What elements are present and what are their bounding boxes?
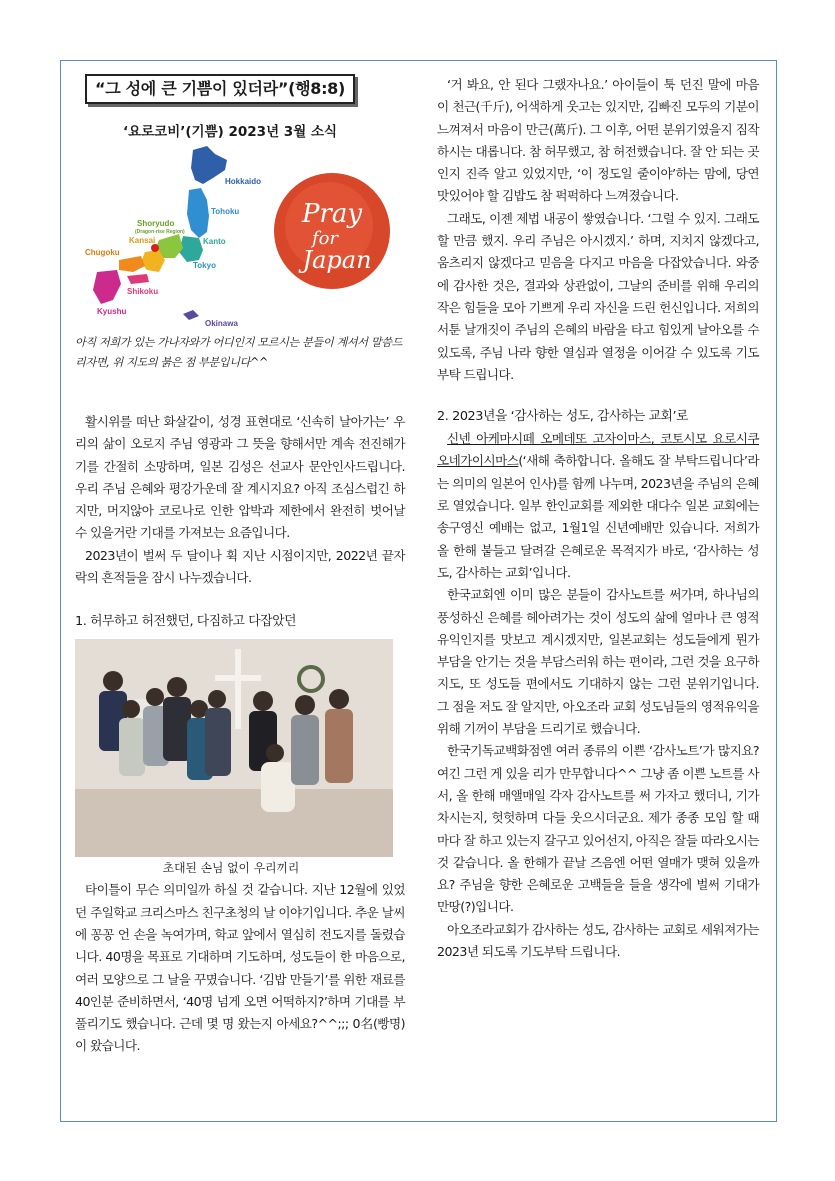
- svg-text:Japan: Japan: [302, 246, 372, 274]
- map-label-shoryudo: Shoryudo: [137, 219, 175, 228]
- map-label-kansai: Kansai: [129, 236, 156, 245]
- section-2-intro: [437, 428, 759, 584]
- intro-text: [75, 411, 405, 589]
- newsletter-title: “그 성에 큰 기쁨이 있더라”(행8:8): [85, 74, 355, 104]
- japan-map: [75, 144, 275, 329]
- left-column: [75, 74, 405, 1058]
- paragraph: 아오조라교회가 감사하는 성도, 감사하는 교회로 세워져가는 2023년 되도록 기도부탁 드립니다.: [437, 921, 759, 959]
- paragraph: 타이틀이 무슨 의미일까 하실 것 같습니다. 지난 12월에 있었던 주일학교 크리스마스 친구초청의 날 이야기입니다. 추운 날씨에 꽁꽁 언 손을 녹여가며, 학교 앞에서 열심히 전도지를 돌렸습니다. 40명을 목표로 기대하며 기도하며, 성도들이 한 마음으로, 여러 모양으로 그 날을 꾸몄습니다. ‘김밥 만들기’를 위한 재료를 40인분 준비하면서, ‘40명 넘게 오면 어떡하지?’하며 기대를 부풀리기도 했습니다. 근데 몇 명 왔는지 아세요?^^;;; 0名(빵명)이 왔습니다.: [75, 882, 405, 1054]
- group-photo: [75, 639, 393, 857]
- map-label-kanto: Kanto: [203, 237, 226, 246]
- paragraph: 2023년이 벌써 두 달이나 휙 지난 시점이지만, 2022년 끝자락의 흔적들을 잠시 나누겠습니다.: [75, 547, 405, 586]
- map-label-chugoku: Chugoku: [85, 248, 120, 257]
- group-photo-drawing: [75, 639, 393, 857]
- map-region-shikoku: [127, 274, 149, 284]
- paragraph: 한국기독교백화점엔 여러 종류의 이쁜 ‘감사노트’가 많지요? 여긴 그런 게 있을 리가 만무합니다^^ 그냥 좀 이쁜 노트를 사서, 올 한해 매앨매일 각자 감사노트를 써 가자고 했더니, 기가 차시는지, 헛헛하며 다들 웃으시더군요. 제가 종종 모임 할 때마다 잘 하고 있는지 갈구고 있어선지, 아직은 잘들 따라오시는 것 같습니다. 올 한해가 끝날 즈음엔 어떤 열매가 맺혀 있을까요? 주님을 향한 은혜로운 고백들을 들을 생각에 벌써 기대가 만땅(?)입니다.: [437, 743, 759, 915]
- section-2-intro-rest: (‘새해 축하합니다. 올해도 잘 부탁드립니다’라는 의미의 일본어 인사)를 함께 나누며, 2023년을 주님의 은혜로 열었습니다. 일부 한인교회를 제외한 대다수 일본 교회에는 송구영신 예배는 없고, 1월1일 신년예배만 있습니다. 저희가 올 한해 붙들고 달려갈 은혜로운 목적지가 바로, ‘감사하는 성도, 감사하는 교회’입니다.: [437, 453, 759, 580]
- svg-text:for: for: [311, 228, 339, 249]
- map-caption: 아직 저희가 있는 가나자와가 어디인지 모르시는 분들이 계셔서 말씀드리자면, 위 지도의 붉은 점 부분입니다^^: [75, 336, 403, 369]
- right-column: [437, 74, 759, 963]
- paragraph: 한국교회엔 이미 많은 분들이 감사노트를 써가며, 하나님의 풍성하신 은혜를 헤아려가는 것이 성도의 삶에 얼마나 큰 영적유익인지를 맛보고 계시겠지만, 일본교회는 성도들에게 뭔가 부담을 안기는 것을 부담스러워 하는 편이라, 그런 것을 요구하지도, 또 성도들 편에서도 기대하지 않는 그런 분위기입니다. 그 점을 저도 잘 알지만, 아오조라 교회 성도님들의 영적유익을 위해 기꺼이 부담을 드리기로 했습니다.: [437, 587, 759, 737]
- pray-for-japan-logo: [267, 166, 397, 296]
- section-1-text: [75, 879, 405, 1057]
- map-label-kyushu: Kyushu: [97, 307, 127, 316]
- kanazawa-dot: [151, 244, 159, 252]
- map-region-hokkaido: [191, 146, 227, 184]
- map-region-chugoku: [119, 256, 145, 272]
- map-region-tohoku: [187, 188, 209, 238]
- map-label-tokyo: Tokyo: [193, 261, 216, 270]
- map-label-okinawa: Okinawa: [205, 319, 238, 328]
- section-2-heading: 2. 2023년을 ‘감사하는 성도, 감사하는 교회’로: [437, 409, 689, 425]
- paragraph: 활시위를 떠난 화살같이, 성경 표현대로 ‘신속히 날아가는’ 우리의 삶이 오로지 주님 영광과 그 뜻을 향해서만 계속 전진해가기를 간절히 소망하며, 일본 김성은 선교사 문안인사드립니다. 우리 주님 은혜와 평강가운데 잘 계시지요? 아직 조심스럽긴 하지만, 머지않아 코로나로 인한 압박과 제한에서 완전히 벗어날 수 있을거란 기대를 가져보는 요즘입니다.: [75, 414, 405, 541]
- photo-caption: 초대된 손님 없이 우리끼리: [162, 861, 300, 876]
- japanese-greeting: 신넨 아케마시떼 오메데또 고자이마스, 코토시모 요로시쿠 오네가이시마스: [437, 431, 759, 469]
- map-label-shoryudo-sub: (Dragon-rise Region): [135, 229, 185, 235]
- paragraph: ‘거 봐요, 안 된다 그랬자나요.’ 아이들이 툭 던진 말에 마음이 천근(千斤), 어색하게 웃고는 있지만, 김빠진 모두의 기분이 느껴져서 마음이 만근(萬斤). 그 이후, 어떤 분위기였을지 짐작하시는 대롭니다. 참 허무했고, 참 허전했습니다. 잘 안 되는 곳인지 진즉 알고 있었지만, ‘이 정도일 줄이야’하는 맘에, 당연 맛있어야 할 김밥도 참 퍽퍽하다 느껴졌습니다.: [437, 77, 759, 204]
- map-region-kyushu: [93, 270, 121, 304]
- section-1-heading: 1. 허무하고 허전했던, 다짐하고 다잡았던: [75, 614, 297, 630]
- map-region-kanto: [179, 236, 203, 262]
- paragraph: 그래도, 이젠 제법 내공이 쌓였습니다. ‘그럴 수 있지. 그래도 할 만큼 했지. 우리 주님은 아시겠지.’ 하며, 지치지 않겠다고, 움츠리지 않겠다고 믿음을 다지고 마음을 다잡았습니다. 와중에 감사한 것은, 결과와 상관없이, 그날의 준비를 위해 우리의 작은 힘들을 모아 기쁘게 우리 자신을 드린 헌신입니다. 저희의 서툰 날개짓이 주님의 은혜의 바람을 타고 힘있게 날아오를 수 있도록, 주님 나라 향한 열심과 열정을 이어갈 수 있도록 기도부탁 드립니다.: [437, 210, 759, 382]
- map-label-shikoku: Shikoku: [127, 287, 159, 296]
- map-label-tohoku: Tohoku: [211, 207, 240, 216]
- map-region-okinawa: [183, 310, 199, 320]
- map-label-hokkaido: Hokkaido: [225, 177, 262, 186]
- newsletter-subtitle: ‘요로코비’(기쁨) 2023년 3월 소식: [122, 124, 338, 140]
- map-figure: [75, 144, 405, 329]
- svg-text:Pray: Pray: [301, 199, 363, 229]
